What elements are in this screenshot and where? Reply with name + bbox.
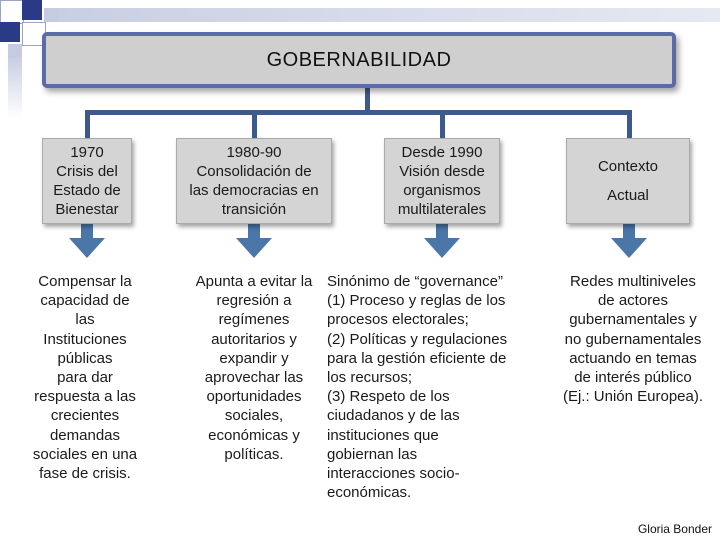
header-line: Visión desde [399, 163, 485, 180]
header-line: 1980-90 [226, 144, 282, 161]
body-line: políticas. [224, 445, 284, 463]
column-body-1970 [10, 272, 160, 483]
header-line: 1970 [70, 144, 104, 161]
body-line: instituciones que [327, 426, 439, 444]
down-arrow-icon [611, 224, 647, 258]
down-arrow-icon [236, 224, 272, 258]
column-body-1980-90 [162, 272, 346, 464]
body-line: sociales, [224, 407, 284, 425]
body-line: Compensar la [38, 273, 132, 290]
column-header-1990 [384, 138, 500, 224]
body-line: (1) Proceso y reglas de los [327, 292, 506, 310]
body-line: actuando en temas [569, 349, 697, 367]
body-line: crecientes [50, 407, 120, 425]
header-line: Crisis del [56, 163, 118, 180]
body-line: de interés público [574, 369, 692, 387]
header-line: las democracias en [189, 182, 319, 199]
header-line: Bienestar [55, 201, 119, 218]
author-credit: Gloria Bonder [637, 522, 712, 536]
body-line: capacidad de [40, 292, 130, 310]
body-line: respuesta a las [34, 388, 136, 406]
header-line: Estado de [53, 182, 121, 199]
column-body-contexto [550, 272, 716, 406]
body-line: (2) Políticas y regulaciones [327, 330, 508, 348]
branch-line [85, 110, 632, 115]
body-line: oportunidades [206, 388, 302, 406]
body-line: Redes multiniveles [570, 273, 696, 290]
column-header-1980-90 [176, 138, 332, 224]
drop-line-1 [85, 110, 90, 140]
column-header-1970 [42, 138, 132, 224]
column-header-contexto [566, 138, 690, 224]
diagram-title: GOBERNABILIDAD [266, 48, 452, 71]
down-arrow-icon [69, 224, 105, 258]
body-line: expandir y [219, 349, 289, 367]
header-line: transición [221, 201, 287, 218]
body-line: de actores [597, 292, 669, 310]
column-body-1990 [327, 272, 549, 502]
body-line: no gubernamentales [564, 330, 702, 348]
body-line: sociales en una [32, 445, 138, 463]
body-line: fase de crisis. [39, 465, 131, 483]
body-line: Sinónimo de “governance” [327, 273, 503, 290]
title-box [42, 32, 676, 88]
body-line: interacciones socio- [327, 465, 460, 483]
body-line: públicas [57, 349, 113, 367]
body-line: económicas. [327, 484, 412, 502]
trunk-line [365, 88, 370, 112]
drop-line-3 [440, 110, 445, 140]
body-line: ciudadanos y de las [327, 407, 460, 425]
header-line: organismos [403, 182, 481, 199]
body-line: Apunta a evitar la [195, 273, 313, 290]
body-line: procesos electorales; [327, 311, 469, 329]
body-line: para dar [57, 369, 113, 387]
body-line: los recursos; [327, 369, 413, 387]
body-line: para la gestión eficiente de [327, 349, 507, 367]
header-line: Desde 1990 [401, 144, 483, 161]
body-line: regresión a [216, 292, 292, 310]
body-line: gobiernan las [327, 445, 418, 463]
down-arrow-icon [424, 224, 460, 258]
drop-line-2 [252, 110, 257, 140]
body-line: aprovechar las [204, 369, 304, 387]
body-line: (Ej.: Unión Europea). [562, 388, 704, 406]
header-line: multilaterales [397, 201, 487, 218]
body-line: gubernamentales y [569, 311, 697, 329]
body-line: (3) Respeto de los [327, 388, 450, 406]
body-line: económicas y [208, 426, 300, 444]
body-line: las [75, 311, 95, 329]
body-line: demandas [49, 426, 121, 444]
body-line: autoritarios y [211, 330, 297, 348]
body-line: regímenes [218, 311, 290, 329]
drop-line-4 [627, 110, 632, 140]
header-line: Consolidación de [196, 163, 312, 180]
header-line: Contexto [597, 158, 659, 175]
header-line: Actual [607, 187, 649, 204]
body-line: Instituciones [43, 330, 127, 348]
